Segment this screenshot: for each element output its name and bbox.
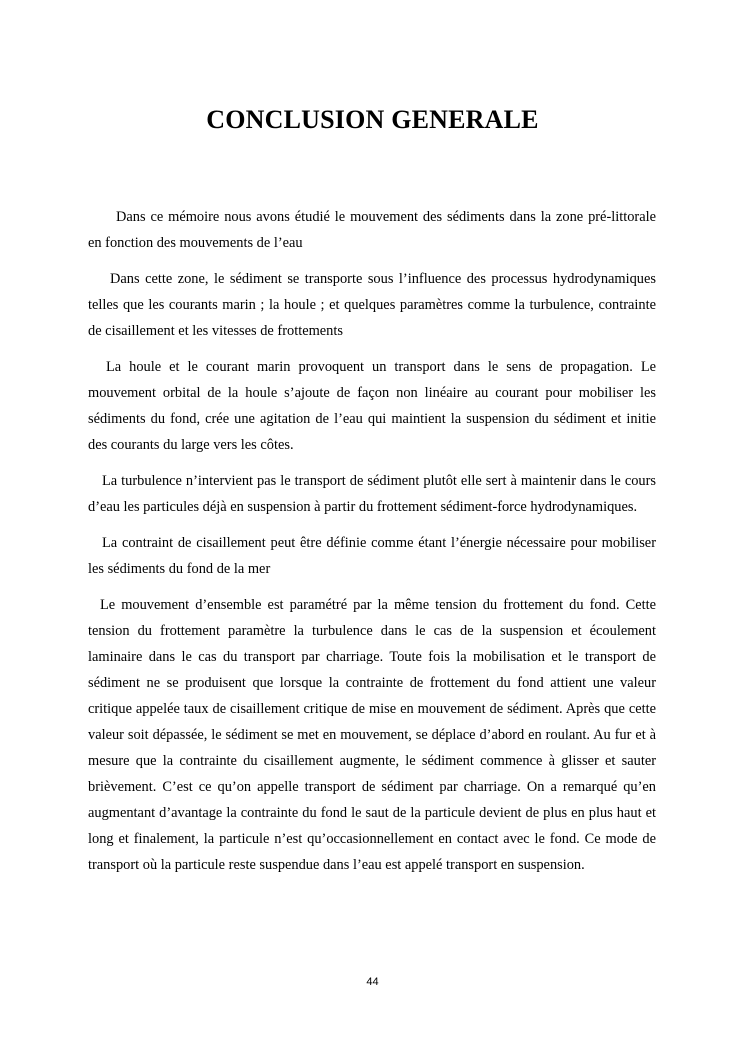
page-title: CONCLUSION GENERALE <box>206 105 539 135</box>
paragraph-mouvement: Le mouvement d’ensemble est paramétré par la même tension du frottement du fond. Cette tension du frottement paramètre la turbulence dans le cas de la suspension et écoulement laminaire dans le cas du transport par charriage. Toute fois la mobilisation et le transport de sédiment ne se produisent que lorsque la contrainte de frottement du fond attient une valeur critique appelée taux de cisaillement critique de mise en mouvement de sédiment. Après que cette valeur soit dépassée, le sédiment se met en mouvement, se déplace d’abord en roulant. Au fur et à mesure que la contrainte du cisaillement augmente, le sédiment commence à glisser et sauter brièvement. C’est ce qu’on appelle transport de sédiment par charriage. On a remarqué qu’en augmentant d’avantage la contrainte du fond le saut de la particule devient de plus en plus haut et long et finalement, la particule n’est qu’occasionnellement en contact avec le fond. Ce mode de transport où la particule reste suspendue dans l’eau est appelé transport en suspension. <box>88 597 656 873</box>
page-number: 44 <box>366 976 379 988</box>
paragraph-cisaillement: La contraint de cisaillement peut être définie comme étant l’énergie nécessaire pour mobiliser les sédiments du fond de la mer <box>88 535 656 577</box>
body-text <box>88 204 656 888</box>
paragraph-zone: Dans cette zone, le sédiment se transporte sous l’influence des processus hydrodynamiques telles que les courants marin ; la houle ; et quelques paramètres comme la turbulence, contrainte de cisaillement et les vitesses de frottements <box>88 271 656 339</box>
paragraph-intro: Dans ce mémoire nous avons étudié le mouvement des sédiments dans la zone pré-littorale en fonction des mouvements de l’eau <box>88 209 656 251</box>
paragraph-turbulence: La turbulence n’intervient pas le transport de sédiment plutôt elle sert à maintenir dans le cours d’eau les particules déjà en suspension à partir du frottement sédiment-force hydrodynamiques. <box>88 473 656 515</box>
paragraph-houle: La houle et le courant marin provoquent un transport dans le sens de propagation. Le mouvement orbital de la houle s’ajoute de façon non linéaire au courant pour mobiliser les sédiments du fond, crée une agitation de l’eau qui maintient la suspension du sédiment et initie des courants du large vers les côtes. <box>88 359 656 453</box>
